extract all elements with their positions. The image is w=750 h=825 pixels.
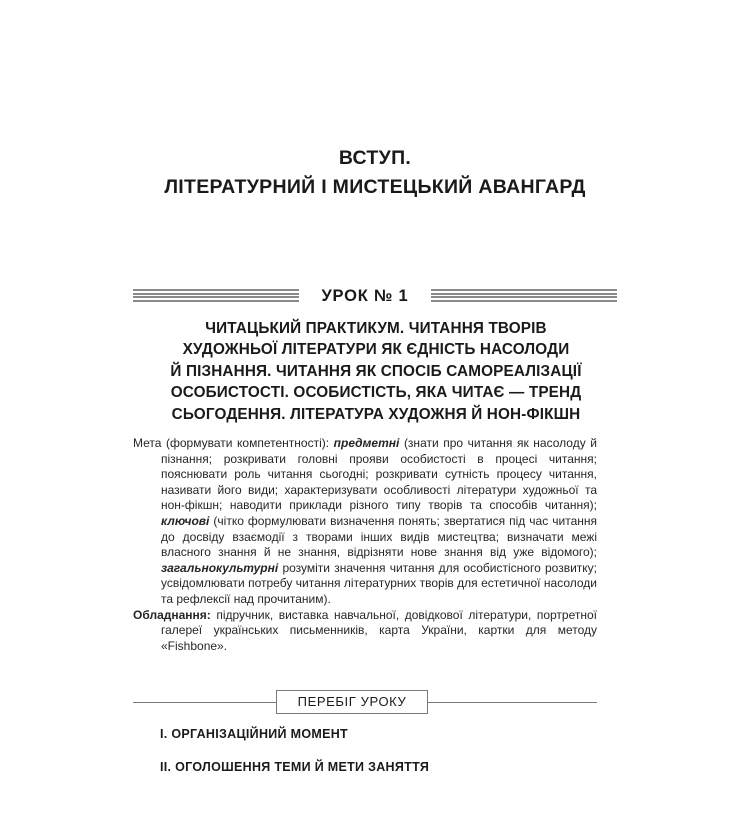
goal-text-subject: (знати про читання як насолоду й пізнання; розкривати головні прояви особистості в процесі читання; пояснювати роль читання сьогодні; розкривати сутність процесу читання, називати його види; характеризувати особливості літератури художньої та нон-фікшн; наводити приклади різного типу творів та способів читання); [161, 436, 597, 513]
lesson-title-line: ХУДОЖНЬОЇ ЛІТЕРАТУРИ ЯК ЄДНІСТЬ НАСОЛОДИ [182, 341, 570, 359]
chapter-title [0, 144, 750, 202]
goal-term-cultural: загальнокультурні [161, 560, 279, 575]
progress-divider-left [133, 702, 276, 703]
section-heading-2: II. ОГОЛОШЕННЯ ТЕМИ Й МЕТИ ЗАНЯТТЯ [160, 760, 430, 774]
goal-text-cultural: розуміти значення читання для особистісного розвитку; усвідомлювати потребу читання літературних творів для естетичної насолоди та рефлексії над прочитаним). [161, 560, 597, 606]
lesson-title-line: Й ПІЗНАННЯ. ЧИТАННЯ ЯК СПОСІБ САМОРЕАЛІЗАЦІЇ [170, 362, 582, 380]
lesson-header [133, 285, 617, 307]
left-stripes-divider [133, 289, 299, 302]
section-heading-1: I. ОРГАНІЗАЦІЙНИЙ МОМЕНТ [160, 727, 348, 741]
chapter-title-line-1: ВСТУП. [338, 147, 412, 169]
equipment-text: підручник, виставка навчальної, довідкової літератури, портретної галереї українських письменників, карта України, картки для методу «Fishbone». [161, 607, 597, 653]
lesson-title-line: СЬОГОДЕННЯ. ЛІТЕРАТУРА ХУДОЖНЯ Й НОН-ФІКШН [171, 405, 581, 423]
goal-text-key: (чітко формулювати визначення понять; звертатися під час читання до досвіду взаємодії з творами інших видів мистецтва; визначати межі власного знання й не знання, відрізняти нове знання від уже відомого); [161, 513, 597, 560]
progress-divider-right [428, 702, 597, 703]
lesson-title-line: ЧИТАЦЬКИЙ ПРАКТИКУМ. ЧИТАННЯ ТВОРІВ [205, 320, 547, 337]
lesson-body [133, 436, 597, 654]
chapter-title-line-2: ЛІТЕРАТУРНИЙ І МИСТЕЦЬКИЙ АВАНГАРД [164, 176, 586, 198]
lesson-title [120, 318, 632, 425]
goal-paragraph [133, 436, 597, 608]
progress-heading: ПЕРЕБІГ УРОКУ [297, 694, 407, 709]
goal-label: Мета (формувати компетентності): [133, 436, 330, 450]
goal-term-subject: предметні [333, 436, 400, 450]
goal-term-key: ключові [161, 513, 210, 528]
lesson-title-line: ОСОБИСТОСТІ. ОСОБИСТІСТЬ, ЯКА ЧИТАЄ — ТРЕНД [170, 384, 582, 402]
lesson-number: УРОК № 1 [321, 287, 409, 305]
equipment-paragraph [133, 608, 597, 655]
right-stripes-divider [431, 289, 617, 302]
equipment-label: Обладнання: [133, 607, 211, 622]
